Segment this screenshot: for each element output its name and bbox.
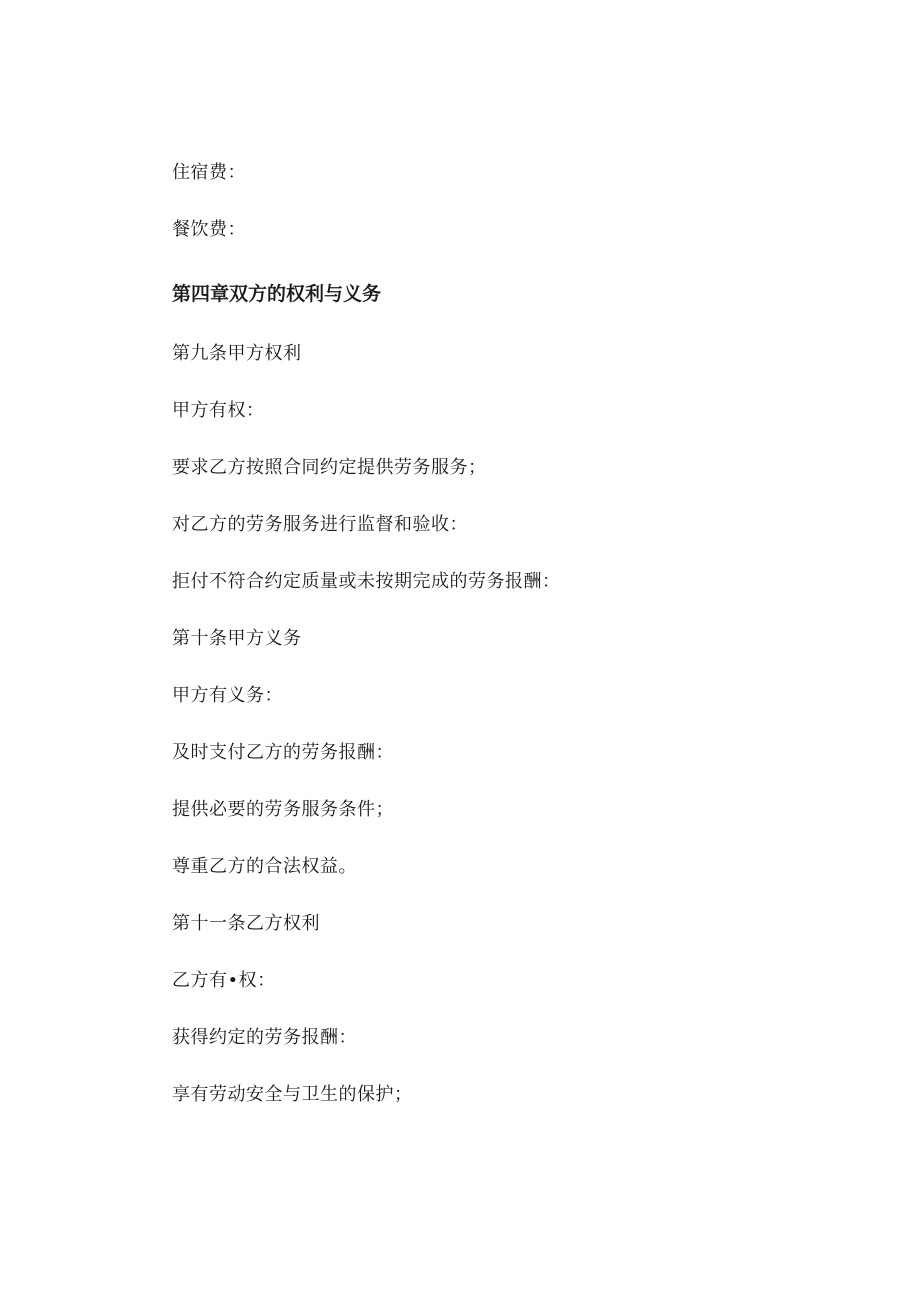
- paragraph-line: 乙方有•权：: [172, 970, 276, 991]
- paragraph-line: 甲方有义务：: [172, 685, 283, 706]
- paragraph-line: 尊重乙方的合法权益。: [172, 856, 357, 877]
- chapter-heading: 第四章双方的权利与义务: [172, 283, 382, 305]
- article-heading-10: 第十条甲方义务: [172, 628, 302, 649]
- paragraph-line: 甲方有权：: [172, 400, 265, 421]
- paragraph-line: 对乙方的劳务服务进行监督和验收：: [172, 514, 468, 535]
- lodging-fee-line: 住宿费：: [172, 162, 246, 183]
- paragraph-line: 提供必要的劳务服务条件；: [172, 799, 394, 820]
- article-heading-11: 第十一条乙方权利: [172, 913, 320, 934]
- paragraph-line: 获得约定的劳务报酬：: [172, 1027, 357, 1048]
- meal-fee-line: 餐饮费：: [172, 219, 246, 240]
- paragraph-line: 享有劳动安全与卫生的保护；: [172, 1084, 413, 1105]
- paragraph-line: 要求乙方按照合同约定提供劳务服务；: [172, 457, 487, 478]
- paragraph-line: 拒付不符合约定质量或未按期完成的劳务报酬：: [172, 571, 561, 592]
- article-heading-9: 第九条甲方权利: [172, 343, 302, 364]
- paragraph-line: 及时支付乙方的劳务报酬：: [172, 742, 394, 763]
